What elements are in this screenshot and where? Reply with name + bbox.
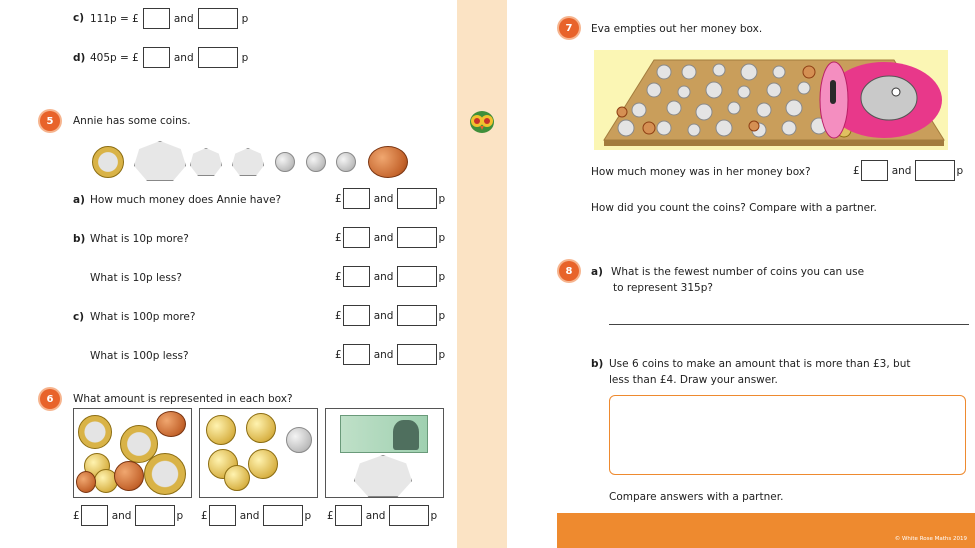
q5-part-text: How much money does Annie have? [90, 194, 282, 206]
and-text: and [373, 231, 394, 244]
coin-2-pound [78, 415, 112, 449]
q7-question2: How did you count the coins? Compare with a partner. [591, 202, 877, 214]
money-box-illustration [594, 50, 948, 150]
pence-box[interactable] [397, 266, 437, 287]
q5c-answer [335, 305, 445, 326]
q5a-answer [335, 188, 445, 209]
and-text: and [365, 509, 386, 522]
pounds-box[interactable] [343, 188, 370, 209]
pounds-box[interactable] [343, 305, 370, 326]
footer-bar [557, 513, 975, 548]
pence-box[interactable] [397, 188, 437, 209]
and-text: and [111, 509, 132, 522]
pence-box[interactable] [397, 305, 437, 326]
pound-sign: £ [335, 192, 342, 205]
coin-5p [306, 152, 326, 172]
coin-1-pound [92, 146, 124, 178]
q5c2-answer [335, 344, 445, 365]
q5-part-label: b) [73, 233, 86, 245]
q6-answer-1 [73, 505, 183, 526]
q6-answer-2 [201, 505, 311, 526]
q4d-row [90, 47, 252, 68]
owl-icon [467, 107, 497, 135]
coin-2-pound [144, 453, 186, 495]
coin-table-drawing [594, 50, 948, 150]
copyright-text: © White Rose Maths 2019 [894, 536, 967, 542]
pounds-box[interactable] [335, 505, 362, 526]
q4d-p: p [241, 51, 249, 64]
q8b-drawing-box[interactable] [609, 395, 966, 475]
coin-1-pound [246, 413, 276, 443]
and-text: and [373, 309, 394, 322]
pence-box[interactable] [263, 505, 303, 526]
q4d-label: d) [73, 52, 86, 64]
pound-sign: £ [73, 509, 80, 522]
q7-text: Eva empties out her money box. [591, 23, 763, 35]
q4d-text: 405p = £ [90, 51, 139, 64]
pence-sign: p [176, 509, 184, 522]
pound-sign: £ [335, 309, 342, 322]
coin-10p [286, 427, 312, 453]
pence-sign: p [438, 309, 446, 322]
q5-text: Annie has some coins. [73, 115, 191, 127]
q6-number: 6 [40, 389, 60, 409]
q4c-p: p [241, 12, 249, 25]
q5b-answer [335, 227, 445, 248]
q8a-line2: to represent 315p? [613, 282, 713, 294]
q4d-pence-box[interactable] [198, 47, 238, 68]
pence-box[interactable] [397, 227, 437, 248]
pence-sign: p [430, 509, 438, 522]
pence-sign: p [956, 164, 964, 177]
q7-answer [853, 160, 963, 181]
pence-sign: p [304, 509, 312, 522]
q8b-label: b) [591, 358, 604, 370]
pound-sign: £ [335, 270, 342, 283]
coin-2p [156, 411, 186, 437]
q5-part-label: a) [73, 194, 85, 206]
coin-5p [336, 152, 356, 172]
pence-sign: p [438, 270, 446, 283]
q4c-label: c) [73, 12, 85, 24]
q4c-text: 111p = £ [90, 12, 139, 25]
page-gutter [457, 0, 507, 548]
coin-1-pound [248, 449, 278, 479]
q8b-line1: Use 6 coins to make an amount that is more than £3, but [609, 358, 911, 370]
q8a-line1: What is the fewest number of coins you can use [611, 266, 865, 278]
coin-5p [275, 152, 295, 172]
and-text: and [373, 192, 394, 205]
five-pound-note [340, 415, 428, 453]
q5-part-text: What is 10p less? [90, 272, 182, 284]
pence-sign: p [438, 348, 446, 361]
pound-sign: £ [335, 348, 342, 361]
q6-box-3 [325, 408, 444, 498]
coin-2p [114, 461, 144, 491]
q4c-and: and [173, 12, 194, 25]
pound-sign: £ [201, 509, 208, 522]
q8-number: 8 [559, 261, 579, 281]
coin-50p [354, 455, 412, 497]
q4c-row [90, 8, 252, 29]
and-text: and [373, 270, 394, 283]
pence-sign: p [438, 192, 446, 205]
q8a-answer-line[interactable] [609, 324, 969, 325]
pounds-box[interactable] [81, 505, 108, 526]
pounds-box[interactable] [343, 227, 370, 248]
q7-number: 7 [559, 18, 579, 38]
and-text: and [239, 509, 260, 522]
q5b2-answer [335, 266, 445, 287]
pounds-box[interactable] [343, 344, 370, 365]
and-text: and [891, 164, 912, 177]
q4d-and: and [173, 51, 194, 64]
q8-compare: Compare answers with a partner. [609, 491, 784, 503]
pence-sign: p [438, 231, 446, 244]
q5-part-label: c) [73, 311, 85, 323]
pounds-box[interactable] [343, 266, 370, 287]
pounds-box[interactable] [861, 160, 888, 181]
q5-part-text: What is 10p more? [90, 233, 189, 245]
pence-box[interactable] [915, 160, 955, 181]
q4c-pounds-box[interactable] [143, 8, 170, 29]
pound-sign: £ [327, 509, 334, 522]
q6-box-2 [199, 408, 318, 498]
q8b-line2: less than £4. Draw your answer. [609, 374, 778, 386]
pounds-box[interactable] [209, 505, 236, 526]
q6-box-1 [73, 408, 192, 498]
q7-question1: How much money was in her money box? [591, 166, 811, 178]
pence-box[interactable] [397, 344, 437, 365]
pence-box[interactable] [135, 505, 175, 526]
queen-portrait [393, 420, 419, 450]
coin-2p [76, 471, 96, 493]
and-text: and [373, 348, 394, 361]
pound-sign: £ [853, 164, 860, 177]
q5-part-text: What is 100p more? [90, 311, 196, 323]
pound-sign: £ [335, 231, 342, 244]
pence-box[interactable] [389, 505, 429, 526]
q6-answer-3 [327, 505, 437, 526]
q4c-pence-box[interactable] [198, 8, 238, 29]
q4d-pounds-box[interactable] [143, 47, 170, 68]
q6-text: What amount is represented in each box? [73, 393, 293, 405]
coin-1-pound [224, 465, 250, 491]
coin-2p [368, 146, 408, 178]
coin-1-pound [206, 415, 236, 445]
q5-number: 5 [40, 111, 60, 131]
q8a-label: a) [591, 266, 603, 278]
q5-part-text: What is 100p less? [90, 350, 189, 362]
